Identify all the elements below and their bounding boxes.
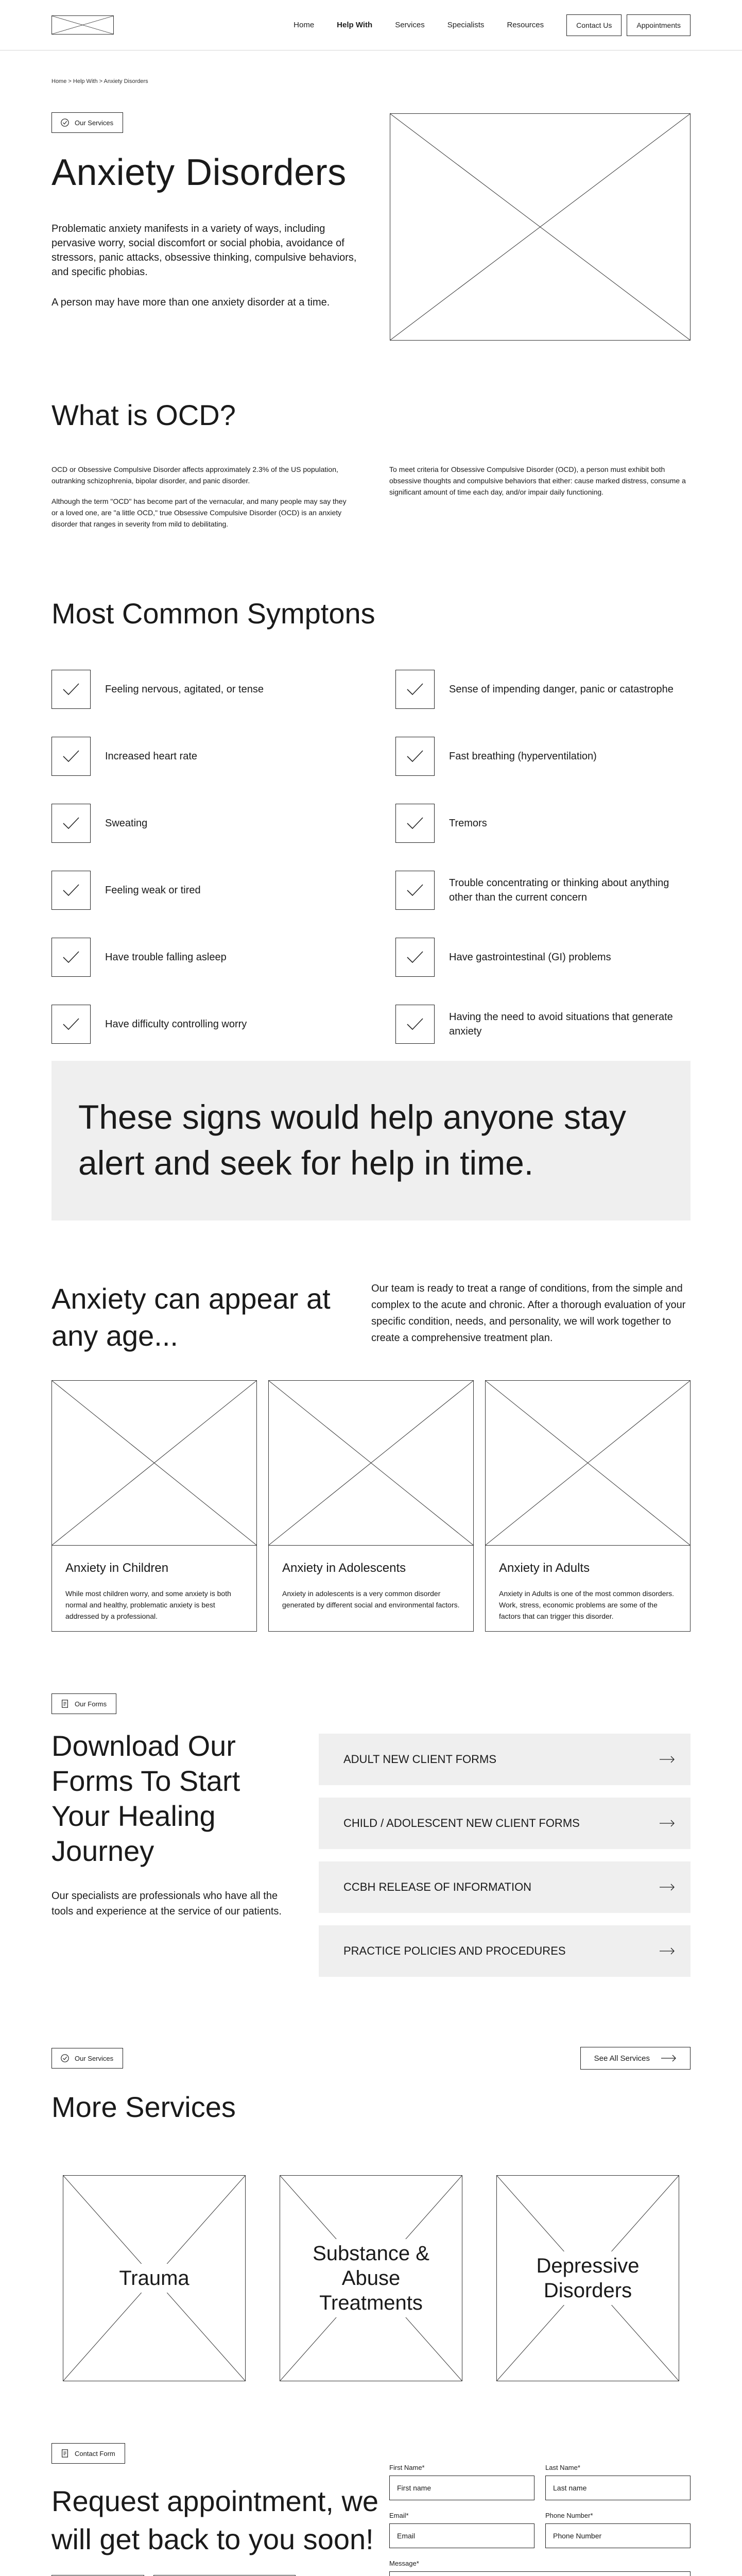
symptom-item — [395, 924, 691, 991]
checkmark-icon — [51, 1005, 91, 1044]
symptom-label: Trouble concentrating or thinking about anything other than the current concern — [449, 877, 669, 903]
checkmark-icon — [51, 871, 91, 910]
symptom-label: Feeling weak or tired — [105, 885, 201, 896]
symptom-label: Sense of impending danger, panic or catastrophe — [449, 684, 674, 695]
card-title: Anxiety in Children — [65, 1561, 169, 1575]
request-title: Request appointment, we will get back to you soon! — [51, 2485, 379, 2555]
age-cards — [51, 1380, 691, 1632]
ocd-paragraph-3: To meet criteria for Obsessive Compulsive Disorder (OCD), a person must exhibit both obsessive thoughts and compulsive behaviors that either: cause marked distress, consume a significant amount of time each day, and/or impair daily functioning. — [389, 465, 686, 496]
document-icon — [60, 1699, 70, 1708]
callout-banner — [51, 1061, 691, 1221]
first-name-label: First Name* — [389, 2464, 425, 2471]
tag-label: Our Forms — [75, 1700, 107, 1708]
more-services-section — [51, 2047, 691, 2381]
email-input[interactable]: Email — [389, 2523, 534, 2548]
service-card-substance-abuse[interactable] — [280, 2175, 462, 2381]
page-title: Anxiety Disorders — [51, 152, 347, 193]
card-image-placeholder — [269, 1381, 473, 1546]
form-item-label: CHILD / ADOLESCENT NEW CLIENT FORMS — [343, 1817, 580, 1829]
our-services-tag — [51, 112, 123, 133]
tag-label: Our Services — [75, 2054, 114, 2062]
forms-title: Download Our Forms To Start Your Healing Journey — [51, 1730, 240, 1867]
symptom-item — [51, 656, 395, 723]
tag-label: Contact Form — [75, 2449, 115, 2458]
symptom-item — [395, 991, 691, 1058]
service-card-label: Depressive Disorders — [517, 2251, 658, 2305]
tag-label: Our Services — [75, 118, 114, 127]
service-card-depressive-disorders[interactable] — [496, 2175, 679, 2381]
our-forms-tag — [51, 1693, 116, 1714]
nav-services[interactable]: Services — [395, 21, 425, 29]
forms-text: Our specialists are professionals who have all the tools and experience at the service of our patients. — [51, 1890, 282, 1917]
hero-section — [51, 84, 691, 341]
checkmark-icon — [51, 938, 91, 977]
card-image-placeholder — [52, 1381, 256, 1546]
message-textarea[interactable] — [389, 2571, 691, 2576]
our-services-tag — [51, 2048, 123, 2069]
nav-resources[interactable]: Resources — [507, 21, 544, 29]
checkmark-icon — [51, 804, 91, 843]
email-label: Email* — [389, 2512, 409, 2519]
arrow-right-icon — [660, 1884, 675, 1891]
phone-label: Phone Number* — [545, 2512, 593, 2519]
age-card-children[interactable] — [51, 1380, 257, 1632]
ocd-title: What is OCD? — [51, 399, 236, 431]
see-all-services-button[interactable] — [580, 2047, 691, 2070]
card-text: While most children worry, and some anxiety is both normal and healthy, problematic anxiety is best addressed by a professional. — [65, 1589, 231, 1620]
service-card-label: Trauma — [119, 2264, 189, 2293]
checkmark-icon — [395, 804, 435, 843]
main-nav — [271, 14, 691, 36]
form-item-label: ADULT NEW CLIENT FORMS — [343, 1753, 497, 1766]
symptom-item — [51, 857, 395, 924]
first-name-input[interactable]: First name — [389, 2476, 534, 2500]
checkmark-icon — [395, 1005, 435, 1044]
symptom-item — [51, 790, 395, 857]
nav-specialists[interactable]: Specialists — [447, 21, 485, 29]
form-item-label: PRACTICE POLICIES AND PROCEDURES — [343, 1944, 566, 1957]
symptom-item — [51, 723, 395, 790]
card-title: Anxiety in Adolescents — [282, 1561, 406, 1575]
symptom-item — [395, 723, 691, 790]
check-circle-icon — [60, 118, 70, 127]
see-all-label: See All Services — [594, 2054, 650, 2063]
card-image-placeholder — [486, 1381, 690, 1546]
card-title: Anxiety in Adults — [499, 1561, 590, 1575]
hero-lead: Problematic anxiety manifests in a variety of ways, including pervasive worry, social discomfort or social phobia, avoidance of stressors, panic attacks, obsessive thinking, compulsive behaviors, and specific phobias. — [51, 223, 357, 278]
service-cards — [51, 2175, 691, 2381]
appointment-form — [389, 2464, 691, 2576]
symptoms-section — [51, 597, 691, 1058]
form-download-item[interactable] — [319, 1734, 691, 1785]
symptom-item — [51, 924, 395, 991]
ocd-paragraph-1: OCD or Obsessive Compulsive Disorder affects approximately 2.3% of the US population, outranking schizophrenia, bipolar disorder, and panic disorder. — [51, 465, 338, 485]
document-icon — [60, 2449, 70, 2458]
nav-help-with[interactable]: Help With — [337, 21, 373, 29]
symptoms-title: Most Common Symptons — [51, 597, 375, 630]
checkmark-icon — [51, 670, 91, 709]
forms-section — [51, 1693, 691, 1989]
phone-input[interactable]: Phone Number — [545, 2523, 691, 2548]
symptom-item — [395, 790, 691, 857]
form-download-item[interactable] — [319, 1925, 691, 1977]
age-title: Anxiety can appear at any age... — [51, 1282, 331, 1352]
nav-home[interactable]: Home — [294, 21, 315, 29]
checkmark-icon — [51, 737, 91, 776]
symptom-item — [51, 991, 395, 1058]
checkmark-icon — [395, 938, 435, 977]
arrow-right-icon — [660, 1756, 675, 1763]
forms-list — [319, 1734, 691, 1989]
message-label: Message* — [389, 2560, 419, 2567]
form-item-label: CCBH RELEASE OF INFORMATION — [343, 1880, 532, 1893]
symptom-label: Tremors — [449, 818, 487, 829]
symptom-item — [395, 656, 691, 723]
ocd-paragraph-2: Although the term "OCD" has become part of the vernacular, and many people may say they or a loved one, are "a little OCD," true Obsessive Compulsive Disorder (OCD) is an anxiety disorder that ranges in severity from mild to debilitating. — [51, 497, 347, 528]
form-download-item[interactable] — [319, 1861, 691, 1913]
arrow-right-icon — [660, 1820, 675, 1827]
appointments-button[interactable]: Appointments — [627, 14, 691, 36]
site-header — [0, 0, 742, 50]
contact-form-tag — [51, 2443, 125, 2464]
checkmark-icon — [395, 871, 435, 910]
symptom-label: Having the need to avoid situations that generate anxiety — [449, 1011, 673, 1037]
symptom-label: Fast breathing (hyperventilation) — [449, 751, 597, 762]
contact-us-button[interactable]: Contact Us — [566, 14, 622, 36]
symptom-label: Increased heart rate — [105, 751, 197, 762]
more-services-title: More Services — [51, 2091, 236, 2123]
symptom-label: Have gastrointestinal (GI) problems — [449, 952, 611, 963]
breadcrumb[interactable]: Home > Help With > Anxiety Disorders — [51, 78, 148, 84]
hero-sub: A person may have more than one anxiety disorder at a time. — [51, 297, 330, 308]
banner-text: These signs would help anyone stay alert and seek for help in time. — [78, 1098, 626, 1182]
hero-image-placeholder — [390, 113, 691, 341]
card-text: Anxiety in adolescents is a very common disorder generated by different social and environmental factors. — [282, 1589, 460, 1609]
arrow-right-icon — [661, 2055, 677, 2062]
symptom-label: Have difficulty controlling worry — [105, 1019, 247, 1030]
symptom-label: Sweating — [105, 818, 148, 829]
symptom-label: Have trouble falling asleep — [105, 952, 227, 963]
checkmark-icon — [395, 670, 435, 709]
check-circle-icon — [60, 2054, 70, 2063]
last-name-input[interactable]: Last name — [545, 2476, 691, 2500]
symptom-label: Feeling nervous, agitated, or tense — [105, 684, 264, 695]
card-text: Anxiety in Adults is one of the most common disorders. Work, stress, economic problems are some of the factors that can trigger this disorder. — [499, 1589, 675, 1620]
service-card-label: Substance & Abuse Treatments — [301, 2239, 441, 2317]
age-card-adolescents[interactable] — [268, 1380, 474, 1632]
form-download-item[interactable] — [319, 1798, 691, 1849]
symptoms-grid — [51, 656, 691, 1058]
age-text: Our team is ready to treat a range of conditions, from the simple and complex to the acute and chronic. After a thorough evaluation of your specific condition, needs, and personality, we will work together to create a comprehensive treatment plan. — [371, 1283, 686, 1344]
symptom-item — [395, 857, 691, 924]
ocd-section — [51, 398, 691, 530]
last-name-label: Last Name* — [545, 2464, 580, 2471]
checkmark-icon — [395, 737, 435, 776]
arrow-right-icon — [660, 1947, 675, 1955]
logo-placeholder[interactable] — [51, 15, 114, 35]
service-card-trauma[interactable] — [63, 2175, 246, 2381]
age-section — [51, 1280, 691, 1354]
request-section — [51, 2443, 691, 2576]
age-card-adults[interactable] — [485, 1380, 691, 1632]
